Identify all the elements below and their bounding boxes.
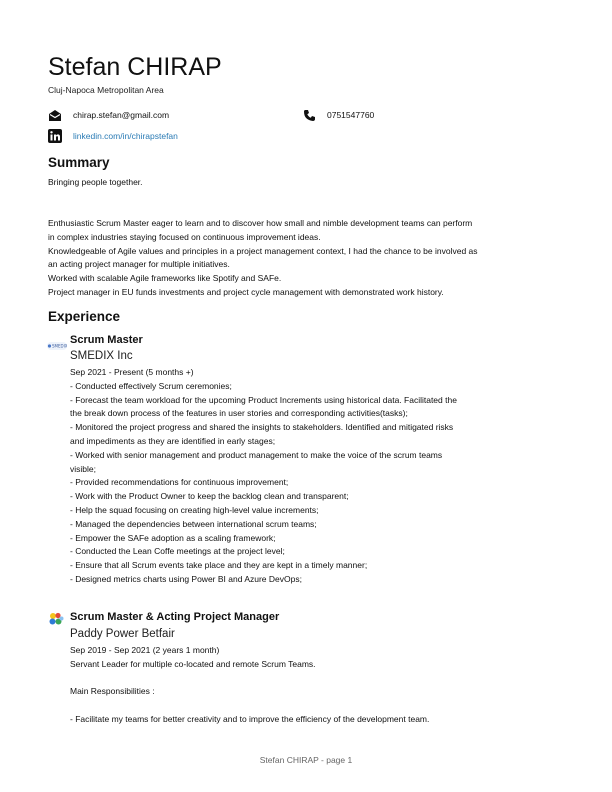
job-line: - Conducted effectively Scrum ceremonies;	[70, 380, 232, 391]
phone-row	[302, 108, 374, 122]
linkedin-link[interactable]: linkedin.com/in/chirapstefan	[73, 131, 178, 141]
summary-heading: Summary	[48, 155, 110, 170]
summary-line: Enthusiastic Scrum Master eager to learn and to discover how small and nimble development teams can perform	[48, 218, 473, 228]
phone-icon	[302, 108, 316, 122]
summary-body	[48, 217, 558, 300]
job-details	[70, 366, 560, 587]
phone-text[interactable]: 0751547760	[327, 110, 375, 120]
experience-heading: Experience	[48, 309, 121, 324]
job-dates: Sep 2019 - Sep 2021 (2 years 1 month)	[70, 645, 220, 655]
job-title: Scrum Master & Acting Project Manager	[70, 611, 280, 623]
summary-line: Project manager in EU funds investments and project cycle management with demonstrated work history.	[48, 286, 444, 297]
candidate-name: Stefan CHIRAP	[48, 53, 222, 81]
job-line: - Help the squad focusing on creating high-level value increments;	[70, 504, 319, 515]
job-line: Servant Leader for multiple co-located and remote Scrum Teams.	[70, 658, 316, 669]
email-text[interactable]: chirap.stefan@gmail.com	[73, 110, 170, 120]
job-line: Main Responsibilities :	[70, 686, 155, 697]
smedix-logo-text: SMEDIX	[52, 343, 67, 349]
job-dates: Sep 2021 - Present (5 months +)	[70, 367, 194, 377]
job-line: - Monitored the project progress and shared the insights to stakeholders. Identified and mitigated risks	[70, 422, 454, 433]
company-name: Paddy Power Betfair	[70, 628, 175, 640]
job-line: - Provided recommendations for continuous improvement;	[70, 477, 289, 488]
job-line: visible;	[70, 463, 96, 474]
job-line: - Conducted the Lean Coffe meetings at the project level;	[70, 546, 285, 557]
linkedin-icon	[48, 129, 62, 143]
job-line: - Worked with senior management and product management to make the voice of the scrum teams	[70, 449, 443, 460]
smedix-logo	[47, 337, 67, 349]
job-line: and impediments as they are identified in early stages;	[70, 435, 276, 446]
company-name: SMEDIX Inc	[70, 350, 133, 362]
summary-line: an acting project manager for multiple initiatives.	[48, 259, 230, 270]
summary-tagline	[48, 176, 558, 190]
linkedin-row	[48, 129, 178, 143]
envelope-icon	[48, 108, 62, 122]
job-line: - Facilitate my teams for better creativity and to improve the efficiency of the development team.	[70, 713, 430, 724]
location: Cluj-Napoca Metropolitan Area	[48, 85, 164, 95]
job-line: - Ensure that all Scrum events take place and they are kept in a timely manner;	[70, 560, 368, 571]
job-line: - Designed metrics charts using Power BI and Azure DevOps;	[70, 573, 302, 584]
job-details	[70, 644, 560, 727]
job-line	[70, 699, 560, 713]
summary-line: in complex industries staying focused on continuous improvement ideas.	[48, 231, 321, 242]
summary-line: Knowledgeable of Agile values and principles in a project management context, I had the chance to be involved as	[48, 245, 478, 256]
job-line: - Managed the dependencies between international scrum teams;	[70, 518, 317, 529]
summary-line: Worked with scalable Agile frameworks like Spotify and SAFe.	[48, 273, 282, 284]
paddy-power-betfair-logo	[48, 612, 64, 626]
email-row	[48, 108, 169, 122]
job-title: Scrum Master	[70, 334, 143, 346]
job-line: - Work with the Product Owner to keep the backlog clean and transparent;	[70, 491, 349, 502]
summary-tagline-text: Bringing people together.	[48, 177, 143, 187]
page-footer: Stefan CHIRAP - page 1	[259, 755, 353, 765]
job-line	[70, 672, 560, 686]
job-line: - Forecast the team workload for the upcoming Product Increments using historical data. Facilitated the	[70, 394, 457, 405]
job-line: the break down process of the features in user stories and corresponding activities(tasks);	[70, 408, 408, 419]
job-line: - Empower the SAFe adoption as a scaling framework;	[70, 532, 276, 543]
